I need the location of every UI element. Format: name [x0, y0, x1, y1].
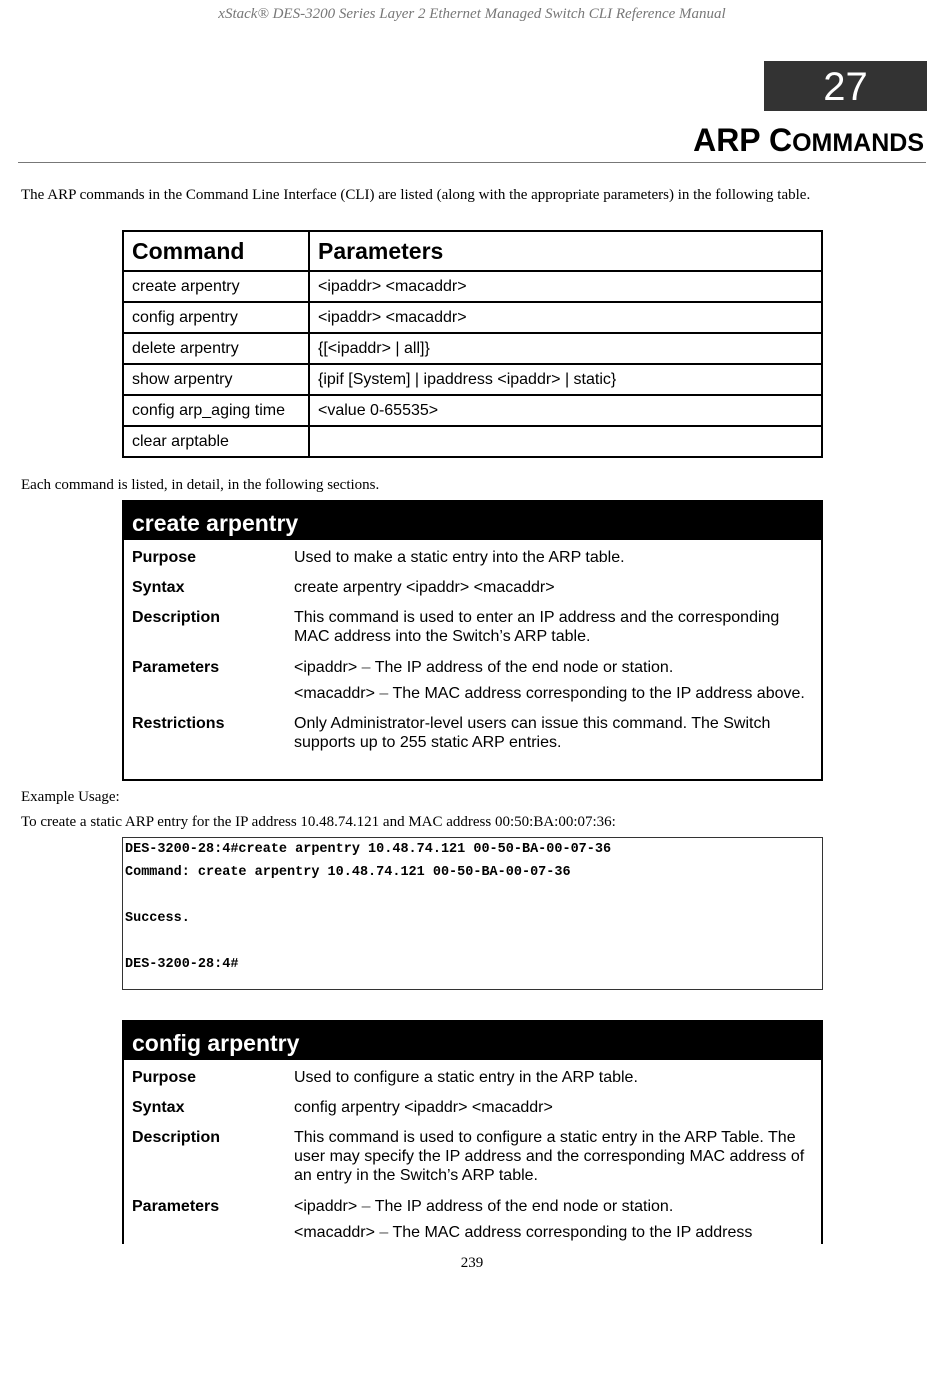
syntax-label: Syntax [132, 1099, 185, 1116]
parameters-row [124, 658, 821, 703]
example-console [122, 837, 823, 990]
command-cell: config arp_aging time [123, 395, 309, 426]
restrictions-label: Restrictions [132, 715, 225, 732]
param-ipaddr [294, 658, 814, 677]
parameters-cell: <ipaddr> <macaddr> [309, 271, 822, 302]
command-table-header [123, 231, 822, 271]
purpose-value: Used to configure a static entry in the ARP table. [294, 1069, 638, 1086]
chapter-title-smallcaps: OMMANDS [792, 129, 924, 157]
parameters-label: Parameters [132, 659, 220, 676]
param-text: The IP address of the end node or station. [374, 1198, 674, 1215]
syntax-value: create arpentry <ipaddr> <macaddr> [294, 579, 555, 596]
command-cell: create arpentry [123, 271, 309, 302]
purpose-row [124, 548, 821, 567]
parameters-label: Parameters [132, 1198, 220, 1215]
description-value: This command is used to configure a static entry in the ARP Table. The user may specify the IP address and the corresponding MAC address of an entry in the Switch’s ARP table. [294, 1129, 805, 1184]
param-ipaddr [294, 1197, 814, 1216]
parameters-cell: <ipaddr> <macaddr> [309, 302, 822, 333]
restrictions-row [124, 714, 821, 752]
config-arpentry-title: config arpentry [124, 1022, 821, 1060]
purpose-label: Purpose [132, 549, 197, 566]
example-usage-label: Example Usage: [21, 789, 120, 805]
parameters-row [124, 1197, 821, 1242]
param-text: The MAC address corresponding to the IP address [392, 1224, 753, 1241]
chapter-title-main: ARP C [693, 122, 793, 158]
parameters-cell: {ipif [System] | ipaddress <ipaddr> | static} [309, 364, 822, 395]
table-row [123, 364, 822, 395]
command-cell: show arpentry [123, 364, 309, 395]
dash: – [361, 1198, 371, 1215]
param-name: <macaddr> [294, 685, 375, 702]
console-line: Success. [125, 911, 190, 926]
parameters-cell: <value 0-65535> [309, 395, 822, 426]
syntax-value: config arpentry <ipaddr> <macaddr> [294, 1099, 553, 1116]
parameters-cell [309, 426, 822, 457]
param-macaddr [294, 684, 814, 703]
table-row [123, 426, 822, 457]
table-row [123, 271, 822, 302]
table-row [123, 302, 822, 333]
param-text: The IP address of the end node or station. [374, 659, 674, 676]
dash: – [379, 1224, 389, 1241]
description-row [124, 608, 821, 646]
dash: – [361, 659, 371, 676]
purpose-row [124, 1068, 821, 1087]
create-arpentry-title: create arpentry [124, 502, 821, 540]
console-line: Command: create arpentry 10.48.74.121 00-50-BA-00-07-36 [125, 865, 571, 880]
syntax-row [124, 578, 821, 597]
param-name: <ipaddr> [294, 1198, 358, 1215]
command-cell: delete arpentry [123, 333, 309, 364]
description-row [124, 1128, 821, 1185]
chapter-title [693, 122, 924, 159]
chapter-number-box: 27 [764, 61, 927, 111]
command-cell: config arpentry [123, 302, 309, 333]
each-command-note: Each command is listed, in detail, in the following sections. [21, 477, 380, 493]
command-cell: clear arptable [123, 426, 309, 457]
description-label: Description [132, 609, 221, 626]
parameters-cell: {[<ipaddr> | all]} [309, 333, 822, 364]
description-label: Description [132, 1129, 221, 1146]
header-command: Command [123, 231, 309, 271]
parameters-value [294, 658, 814, 703]
restrictions-value: Only Administrator-level users can issue this command. The Switch supports up to 255 static ARP entries. [294, 715, 771, 751]
intro-paragraph: The ARP commands in the Command Line Interface (CLI) are listed (along with the appropriate parameters) in the following table. [21, 187, 811, 203]
chapter-rule [18, 162, 926, 163]
command-table [122, 230, 823, 458]
param-name: <ipaddr> [294, 659, 358, 676]
table-row [123, 333, 822, 364]
console-line: DES-3200-28:4# [125, 957, 239, 972]
table-row [123, 395, 822, 426]
param-macaddr [294, 1223, 814, 1242]
console-line [123, 884, 822, 907]
header-parameters: Parameters [309, 231, 822, 271]
create-arpentry-block [122, 500, 823, 781]
dash: – [379, 685, 389, 702]
example-description: To create a static ARP entry for the IP address 10.48.74.121 and MAC address 00:50:BA:00:07:36: [21, 814, 616, 830]
running-header: xStack® DES-3200 Series Layer 2 Ethernet Managed Switch CLI Reference Manual [218, 6, 726, 22]
purpose-value: Used to make a static entry into the ARP table. [294, 549, 625, 566]
console-line [123, 930, 822, 953]
syntax-label: Syntax [132, 579, 185, 596]
parameters-value [294, 1197, 814, 1242]
console-line: DES-3200-28:4#create arpentry 10.48.74.121 00-50-BA-00-07-36 [125, 842, 612, 857]
page-number: 239 [460, 1255, 484, 1271]
config-arpentry-block [122, 1020, 823, 1244]
description-value: This command is used to enter an IP address and the corresponding MAC address into the Switch’s ARP table. [294, 609, 780, 645]
syntax-row [124, 1098, 821, 1117]
param-name: <macaddr> [294, 1224, 375, 1241]
purpose-label: Purpose [132, 1069, 197, 1086]
param-text: The MAC address corresponding to the IP address above. [392, 685, 805, 702]
